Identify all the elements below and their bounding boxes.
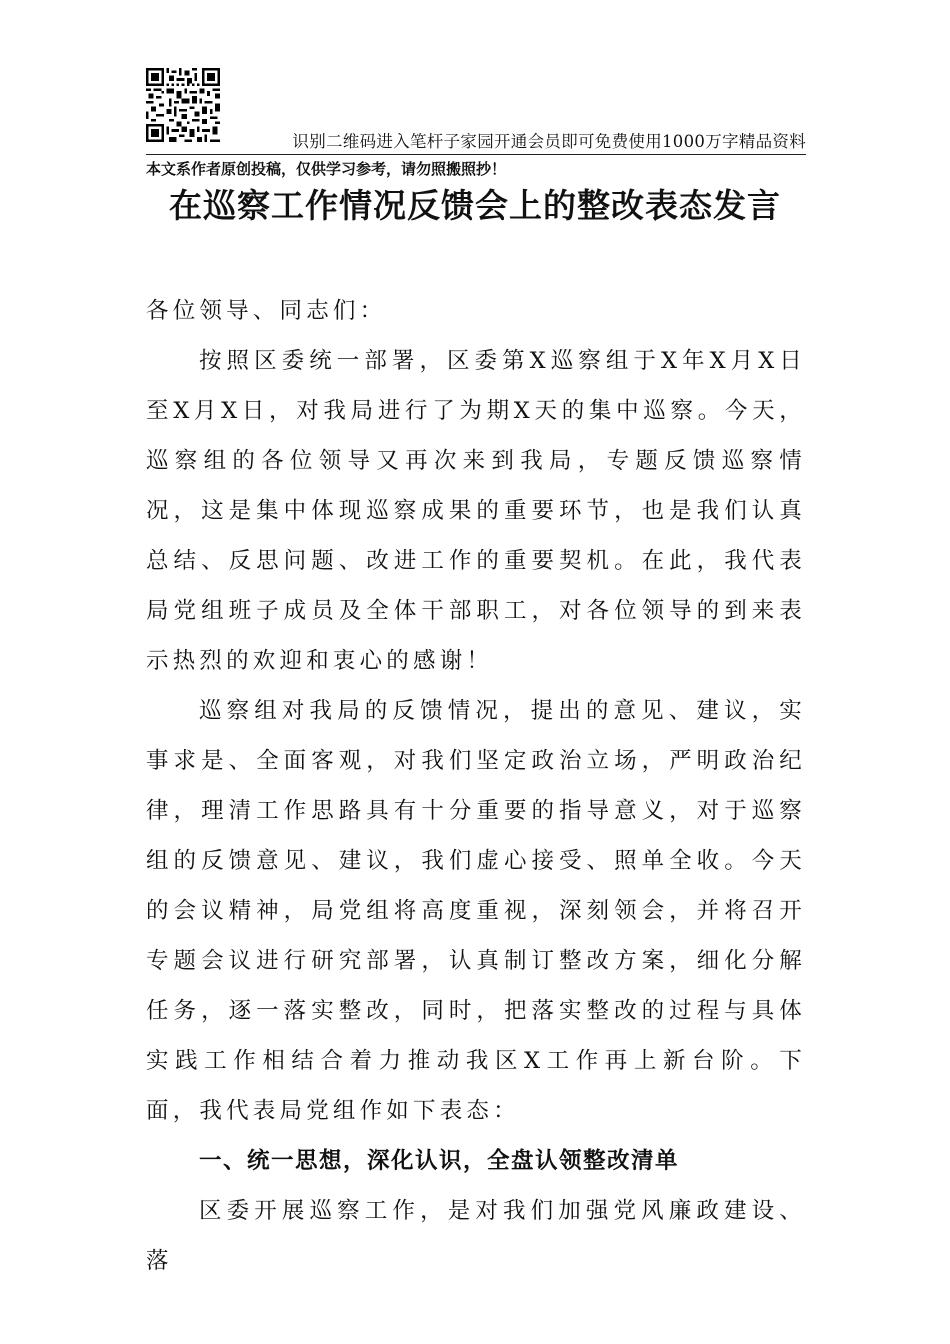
copyright-notice: 本文系作者原创投稿，仅供学习参考，请勿照搬照抄！ (146, 160, 507, 178)
document-title: 在巡察工作情况反馈会上的整改表态发言 (169, 186, 781, 225)
paragraph: 巡察组对我局的反馈情况，提出的意见、建议，实事求是、全面客观，对我们坚定政治立场，严明政治纪律，理清工作思路具有十分重要的指导意义，对于巡察组的反馈意见、建议，我们虚心接受、照单全收。今天的会议精神，局党组将高度重视，深刻领会，并将召开专题会议进行研究部署，认真制订整改方案，细化分解任务，逐一落实整改，同时，把落实整改的过程与具体实践工作相结合着力推动我区X工作再上新台阶。下面，我代表局党组作如下表态： (146, 698, 806, 1124)
page-header (146, 68, 806, 155)
section-heading: 一、统一思想，深化认识，全盘认领整改清单 (199, 1148, 680, 1174)
qr-code-icon[interactable] (146, 68, 220, 142)
paragraph: 按照区委统一部署，区委第X巡察组于X年X月X日至X月X日，对我局进行了为期X天的集中巡察。今天，巡察组的各位领导又再次来到我局，专题反馈巡察情况，这是集中体现巡察成果的重要环节，也是我们认真总结、反思问题、改进工作的重要契机。在此，我代表局党组班子成员及全体干部职工，对各位领导的到来表示热烈的欢迎和衷心的感谢！ (146, 348, 806, 674)
promo-text: 识别二维码进入笔杆子家园开通会员即可免费使用1000万字精品资料 (292, 132, 806, 151)
paragraph: 区委开展巡察工作，是对我们加强党风廉政建设、落 (146, 1198, 806, 1274)
document-body (146, 286, 806, 1286)
salutation: 各位领导、同志们： (146, 298, 387, 324)
